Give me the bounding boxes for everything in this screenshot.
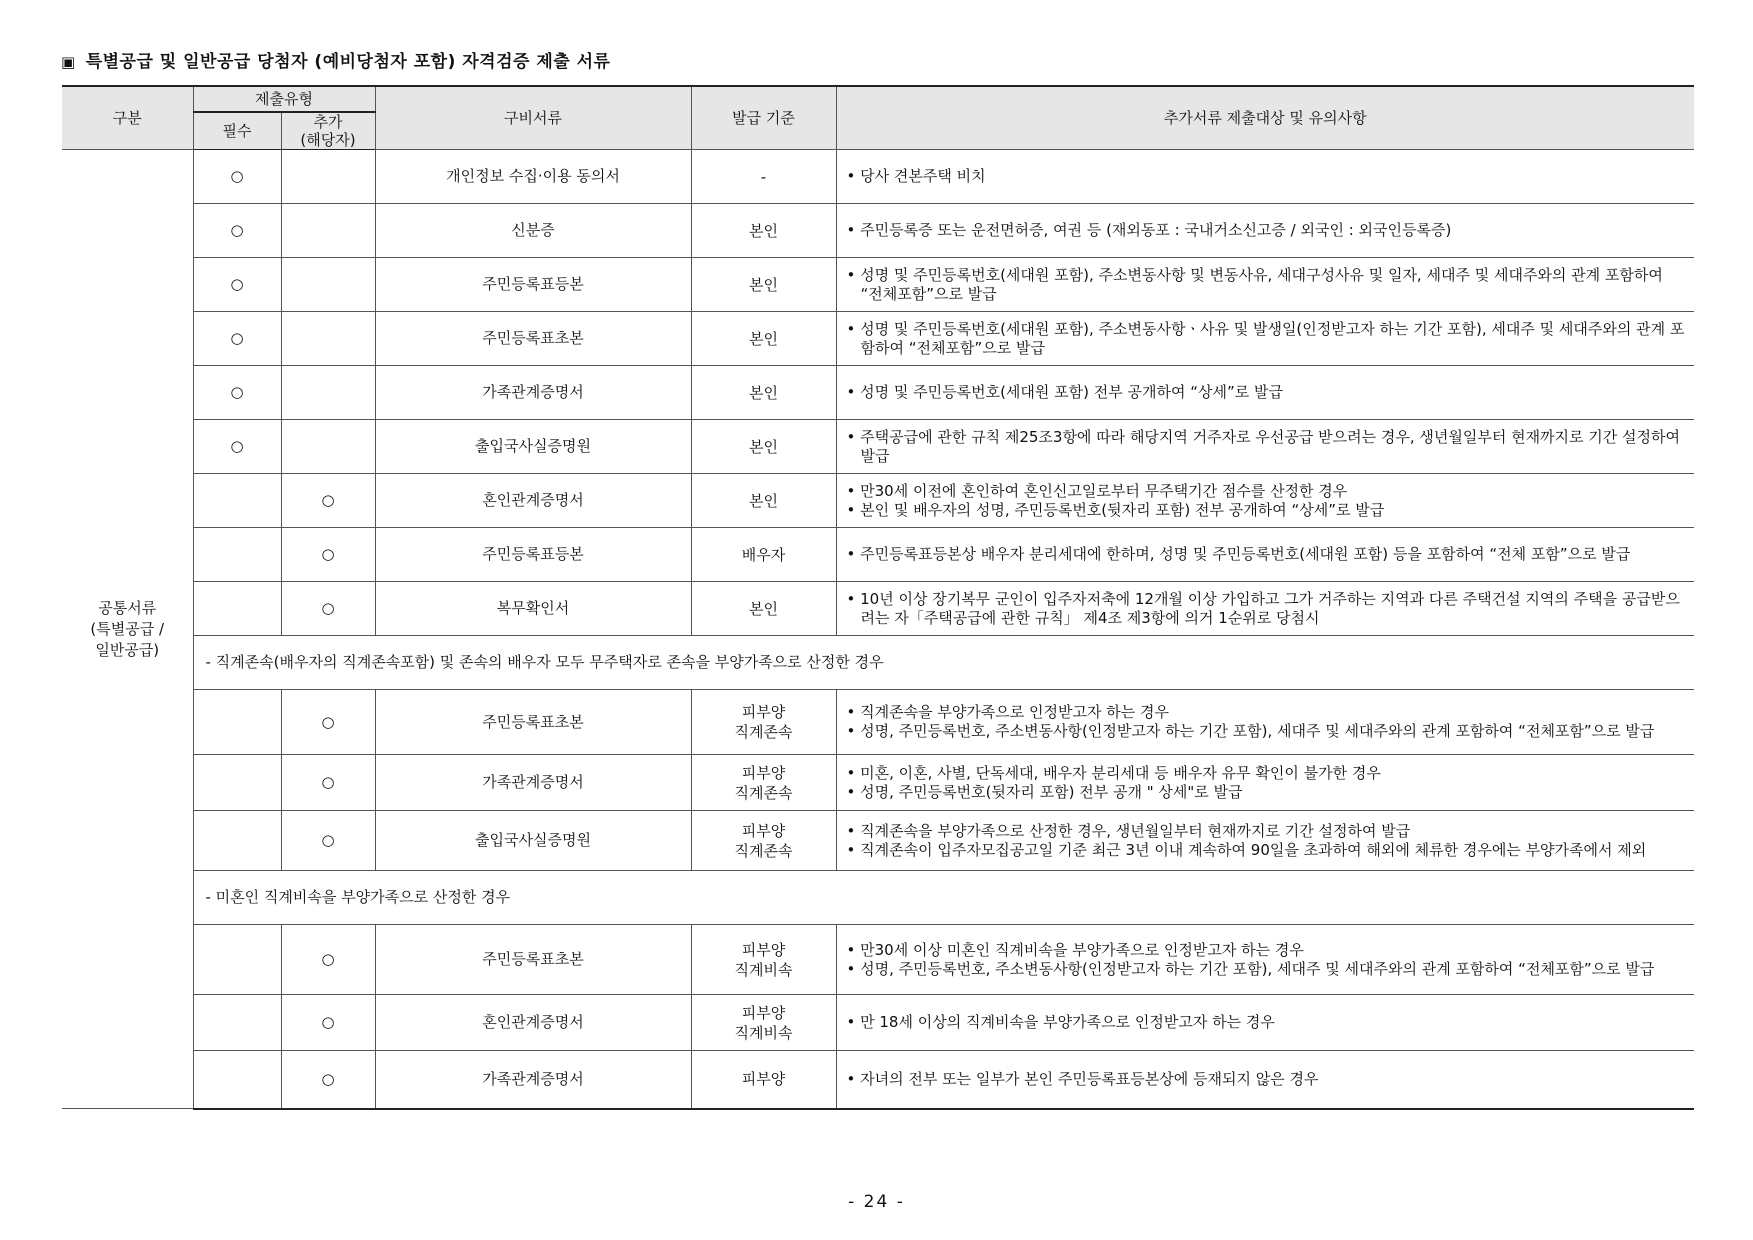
header-required: 필수	[193, 112, 281, 150]
section-mark-icon: ▣	[61, 53, 76, 71]
notes-cell	[836, 995, 1694, 1051]
header-additional-line2: (해당자)	[300, 131, 356, 149]
issue-basis-line1: 피부양	[741, 703, 786, 721]
note-line: • 주민등록증 또는 운전면허증, 여권 등 (재외동포 : 국내거소신고증 / 외국인 : 외국인등록증)	[846, 221, 1452, 239]
section-label: - 미혼인 직계비속을 부양가족으로 산정한 경우	[193, 871, 1694, 925]
note-line: • 직계존속을 부양가족으로 인정받고자 하는 경우	[846, 703, 1169, 721]
note-line: • 10년 이상 장기복무 군인이 입주자저축에 12개월 이상 가입하고 그가 거주하는 지역과 다른 주택건설 지역의 주택을 공급받으려는 자「주택공급에 관한 규칙」 제4조 제3항에 의거 1순위로 당첨시	[846, 589, 1680, 627]
issue-basis-line1: 본인	[749, 221, 778, 240]
table-row	[62, 366, 1694, 420]
page-title-text: 특별공급 및 일반공급 당첨자 (예비당첨자 포함) 자격검증 제출 서류	[85, 52, 611, 72]
category-cell	[62, 150, 193, 1109]
notes-cell	[836, 582, 1694, 636]
table-row	[62, 204, 1694, 258]
document-name: 신분증	[375, 204, 691, 258]
documents-table	[62, 85, 1694, 1110]
issue-basis	[691, 312, 836, 366]
note-line: • 성명 및 주민등록번호(세대원 포함), 주소변동사항 및 변동사유, 세대구성사유 및 일자, 세대주 및 세대주와의 관계 포함하여 “전체포함”으로 발급	[846, 265, 1663, 303]
note-line: • 미혼, 이혼, 사별, 단독세대, 배우자 분리세대 등 배우자 유무 확인이 불가한 경우	[846, 763, 1381, 782]
issue-basis-line1: 피부양	[741, 1003, 786, 1022]
document-name: 복무확인서	[375, 582, 691, 636]
header-type-group: 제출유형	[193, 86, 375, 112]
issue-basis	[691, 150, 836, 204]
note-line: • 만30세 이상 미혼인 직계비속을 부양가족으로 인정받고자 하는 경우	[846, 940, 1304, 959]
required-mark	[193, 755, 281, 811]
issue-basis-line1: 본인	[749, 383, 778, 402]
document-name: 혼인관계증명서	[375, 995, 691, 1051]
notes-cell	[836, 811, 1694, 871]
table-row	[62, 811, 1694, 871]
issue-basis-line2: 직계비속	[734, 1023, 793, 1042]
document-name: 주민등록표초본	[375, 312, 691, 366]
note-line: • 성명, 주민등록번호, 주소변동사항(인정받고자 하는 기간 포함), 세대주 및 세대주와의 관계 포함하여 “전체포함”으로 발급	[846, 959, 1655, 978]
table-row	[62, 690, 1694, 755]
table-row	[62, 474, 1694, 528]
document-name: 혼인관계증명서	[375, 474, 691, 528]
table-row	[62, 995, 1694, 1051]
issue-basis-line1: 본인	[749, 491, 778, 510]
additional-mark: ○	[281, 474, 375, 528]
issue-basis	[691, 811, 836, 871]
header-additional-line1: 추가	[313, 113, 343, 131]
note-line: • 만30세 이전에 혼인하여 혼인신고일로부터 무주택기간 점수를 산정한 경우	[846, 481, 1348, 500]
required-mark	[193, 925, 281, 995]
header-document: 구비서류	[375, 86, 691, 150]
required-mark: ○	[193, 204, 281, 258]
required-mark: ○	[193, 150, 281, 204]
issue-basis	[691, 366, 836, 420]
additional-mark	[281, 420, 375, 474]
additional-mark: ○	[281, 925, 375, 995]
notes-cell	[836, 1051, 1694, 1109]
required-mark	[193, 995, 281, 1051]
table-row	[62, 312, 1694, 366]
required-mark: ○	[193, 420, 281, 474]
issue-basis-line1: 배우자	[741, 545, 786, 564]
category-label: (특별공급 /	[90, 619, 165, 638]
additional-mark: ○	[281, 528, 375, 582]
document-name: 주민등록표등본	[375, 528, 691, 582]
issue-basis	[691, 755, 836, 811]
required-mark	[193, 690, 281, 755]
document-name: 가족관계증명서	[375, 1051, 691, 1109]
notes-cell	[836, 690, 1694, 755]
notes-cell	[836, 258, 1694, 312]
issue-basis-line1: 피부양	[741, 940, 786, 959]
table-row	[62, 150, 1694, 204]
notes-cell	[836, 528, 1694, 582]
issue-basis-line1: 피부양	[741, 763, 786, 782]
issue-basis-line1: 피부양	[741, 821, 786, 840]
page-title	[61, 47, 610, 72]
header-additional	[281, 112, 375, 150]
note-line: • 직계존속이 입주자모집공고일 기준 최근 3년 이내 계속하여 90일을 초과하여 해외에 체류한 경우에는 부양가족에서 제외	[846, 840, 1647, 859]
issue-basis	[691, 258, 836, 312]
required-mark: ○	[193, 258, 281, 312]
issue-basis	[691, 582, 836, 636]
page-number: - 24 -	[848, 1192, 905, 1212]
document-name: 가족관계증명서	[375, 366, 691, 420]
note-line: • 만 18세 이상의 직계비속을 부양가족으로 인정받고자 하는 경우	[846, 1013, 1275, 1031]
document-name: 가족관계증명서	[375, 755, 691, 811]
notes-cell	[836, 925, 1694, 995]
issue-basis	[691, 420, 836, 474]
issue-basis	[691, 690, 836, 755]
required-mark	[193, 582, 281, 636]
additional-mark	[281, 258, 375, 312]
issue-basis-line1: -	[760, 167, 767, 186]
notes-cell	[836, 150, 1694, 204]
note-line: • 성명, 주민등록번호(뒷자리 포함) 전부 공개 " 상세"로 발급	[846, 782, 1243, 801]
note-line: • 자녀의 전부 또는 일부가 본인 주민등록표등본상에 등재되지 않은 경우	[846, 1069, 1319, 1088]
header-issue-basis: 발급 기준	[691, 86, 836, 150]
table-row	[62, 582, 1694, 636]
notes-cell	[836, 474, 1694, 528]
document-name: 주민등록표등본	[375, 258, 691, 312]
document-name: 개인정보 수집·이용 동의서	[375, 150, 691, 204]
issue-basis	[691, 925, 836, 995]
additional-mark: ○	[281, 582, 375, 636]
issue-basis	[691, 995, 836, 1051]
required-mark: ○	[193, 366, 281, 420]
additional-mark: ○	[281, 1051, 375, 1109]
section-row	[62, 871, 1694, 925]
header-notes: 추가서류 제출대상 및 유의사항	[836, 86, 1694, 150]
required-mark	[193, 474, 281, 528]
additional-mark: ○	[281, 995, 375, 1051]
additional-mark: ○	[281, 811, 375, 871]
note-line: • 본인 및 배우자의 성명, 주민등록번호(뒷자리 포함) 전부 공개하여 “상세”로 발급	[846, 500, 1385, 519]
table-row	[62, 925, 1694, 995]
notes-cell	[836, 204, 1694, 258]
note-line: • 성명, 주민등록번호, 주소변동사항(인정받고자 하는 기간 포함), 세대주 및 세대주와의 관계 포함하여 “전체포함”으로 발급	[846, 722, 1655, 740]
table-row	[62, 258, 1694, 312]
issue-basis	[691, 474, 836, 528]
issue-basis	[691, 1051, 836, 1109]
issue-basis-line2: 직계비속	[734, 960, 793, 979]
section-label: - 직계존속(배우자의 직계존속포함) 및 존속의 배우자 모두 무주택자로 존속을 부양가족으로 산정한 경우	[193, 636, 1694, 690]
additional-mark: ○	[281, 690, 375, 755]
notes-cell	[836, 755, 1694, 811]
note-line: • 당사 견본주택 비치	[846, 167, 986, 185]
documents-table-body	[62, 150, 1694, 1109]
document-name: 주민등록표초본	[375, 690, 691, 755]
notes-cell	[836, 366, 1694, 420]
notes-cell	[836, 420, 1694, 474]
issue-basis-line1: 본인	[749, 329, 778, 348]
issue-basis-line2: 직계존속	[734, 841, 793, 860]
issue-basis-line1: 피부양	[741, 1070, 786, 1089]
table-row	[62, 528, 1694, 582]
table-row	[62, 1051, 1694, 1109]
issue-basis	[691, 528, 836, 582]
required-mark: ○	[193, 312, 281, 366]
issue-basis-line1: 본인	[749, 599, 778, 618]
additional-mark	[281, 366, 375, 420]
issue-basis-line1: 본인	[749, 437, 778, 456]
document-name: 출입국사실증명원	[375, 420, 691, 474]
table-row	[62, 420, 1694, 474]
required-mark	[193, 811, 281, 871]
issue-basis-line1: 본인	[749, 275, 778, 294]
additional-mark	[281, 312, 375, 366]
notes-cell	[836, 312, 1694, 366]
issue-basis	[691, 204, 836, 258]
header-gubun: 구분	[62, 86, 193, 150]
table-row	[62, 755, 1694, 811]
note-line: • 주민등록표등본상 배우자 분리세대에 한하며, 성명 및 주민등록번호(세대원 포함) 등을 포함하여 “전체 포함”으로 발급	[846, 545, 1631, 563]
additional-mark	[281, 204, 375, 258]
required-mark	[193, 1051, 281, 1109]
document-name: 출입국사실증명원	[375, 811, 691, 871]
note-line: • 성명 및 주민등록번호(세대원 포함), 주소변동사항ㆍ사유 및 발생일(인정받고자 하는 기간 포함), 세대주 및 세대주와의 관계 포함하여 “전체포함”으로 발급	[846, 319, 1685, 357]
document-name: 주민등록표초본	[375, 925, 691, 995]
note-line: • 성명 및 주민등록번호(세대원 포함) 전부 공개하여 “상세”로 발급	[846, 383, 1283, 401]
category-label: 공통서류	[98, 598, 157, 617]
note-line: • 주택공급에 관한 규칙 제25조3항에 따라 해당지역 거주자로 우선공급 받으려는 경우, 생년월일부터 현재까지로 기간 설정하여 발급	[846, 427, 1681, 465]
section-row	[62, 636, 1694, 690]
issue-basis-line2: 직계존속	[734, 783, 793, 802]
additional-mark: ○	[281, 755, 375, 811]
required-mark	[193, 528, 281, 582]
issue-basis-line2: 직계존속	[734, 723, 793, 741]
category-label: 일반공급)	[95, 640, 160, 659]
note-line: • 직계존속을 부양가족으로 산정한 경우, 생년월일부터 현재까지로 기간 설정하여 발급	[846, 821, 1411, 840]
additional-mark	[281, 150, 375, 204]
